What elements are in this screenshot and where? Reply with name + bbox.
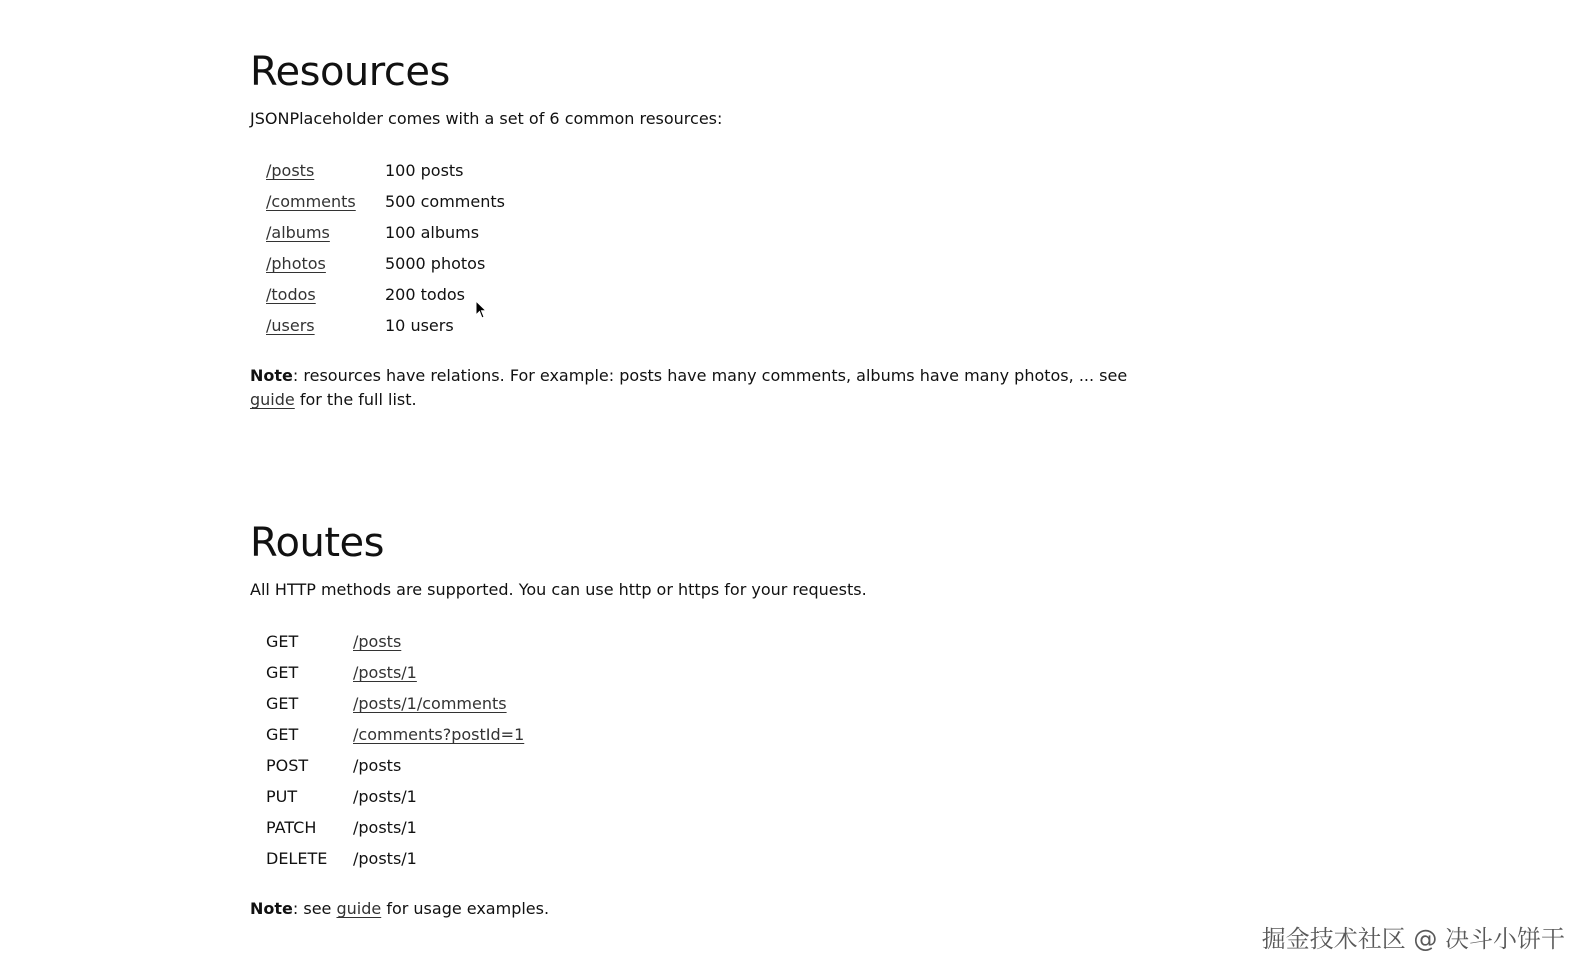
route-row (266, 688, 524, 719)
route-method: PUT (266, 787, 298, 806)
route-row (266, 719, 524, 750)
route-path-cell (353, 719, 524, 750)
resource-link[interactable]: /users (266, 316, 315, 335)
resource-count: 100 albums (385, 223, 480, 242)
resources-intro: JSONPlaceholder comes with a set of 6 common resources: (250, 109, 723, 128)
route-row (266, 843, 524, 874)
resources-section (250, 48, 1150, 412)
resources-heading: Resources (250, 49, 450, 95)
route-path: /posts/1 (353, 818, 417, 837)
routes-table (266, 626, 524, 874)
route-method: POST (266, 756, 309, 775)
route-method: GET (266, 663, 299, 682)
resource-path-cell (266, 155, 385, 186)
resource-link[interactable]: /todos (266, 285, 316, 304)
resource-path-cell (266, 248, 385, 279)
route-path-cell (353, 657, 524, 688)
route-link[interactable]: /posts/1 (353, 663, 417, 682)
resource-path-cell (266, 310, 385, 341)
resource-count: 10 users (385, 316, 454, 335)
resource-link[interactable]: /albums (266, 223, 330, 242)
route-path: /posts/1 (353, 787, 417, 806)
resources-note (250, 364, 1150, 412)
route-path-cell (353, 626, 524, 657)
route-row (266, 750, 524, 781)
resource-path-cell (266, 217, 385, 248)
note-text-end: for the full list. (294, 390, 417, 409)
resource-count: 100 posts (385, 161, 464, 180)
watermark: 掘金技术社区 @ 决斗小饼干 (1261, 925, 1565, 953)
guide-link[interactable]: guide (250, 390, 295, 409)
note-text: : see (292, 899, 337, 918)
resource-row (266, 248, 505, 279)
resource-row (266, 186, 505, 217)
route-path-cell (353, 688, 524, 719)
mouse-pointer-icon (475, 300, 487, 320)
routes-heading: Routes (250, 520, 384, 566)
route-row (266, 626, 524, 657)
guide-link[interactable]: guide (336, 899, 382, 918)
route-link[interactable]: /comments?postId=1 (353, 725, 525, 744)
route-row (266, 812, 524, 843)
route-method: DELETE (266, 849, 328, 868)
route-method: GET (266, 694, 299, 713)
route-path-cell (353, 843, 524, 874)
resource-path-cell (266, 186, 385, 217)
resource-link[interactable]: /photos (266, 254, 326, 273)
routes-intro: All HTTP methods are supported. You can use http or https for your requests. (250, 580, 867, 599)
routes-section (250, 519, 1150, 921)
route-method: GET (266, 725, 299, 744)
resource-count: 500 comments (385, 192, 505, 211)
route-path-cell (353, 812, 524, 843)
resource-link[interactable]: /comments (266, 192, 356, 211)
note-text: : resources have relations. For example: posts have many comments, albums have many photos, ... see (292, 366, 1128, 385)
resource-count: 200 todos (385, 285, 465, 304)
route-method: PATCH (266, 818, 317, 837)
route-method: GET (266, 632, 299, 651)
resources-table (266, 155, 505, 341)
route-link[interactable]: /posts (353, 632, 402, 651)
note-label: Note (250, 899, 293, 918)
route-row (266, 781, 524, 812)
note-label: Note (250, 366, 293, 385)
resource-count: 5000 photos (385, 254, 486, 273)
route-row (266, 657, 524, 688)
route-path: /posts (353, 756, 402, 775)
resource-link[interactable]: /posts (266, 161, 315, 180)
routes-note (250, 897, 1150, 921)
route-path: /posts/1 (353, 849, 417, 868)
resource-row (266, 310, 505, 341)
resource-path-cell (266, 279, 385, 310)
note-text-end: for usage examples. (381, 899, 550, 918)
resource-row (266, 217, 505, 248)
resource-row (266, 279, 505, 310)
resource-row (266, 155, 505, 186)
route-path-cell (353, 750, 524, 781)
route-link[interactable]: /posts/1/comments (353, 694, 507, 713)
route-path-cell (353, 781, 524, 812)
